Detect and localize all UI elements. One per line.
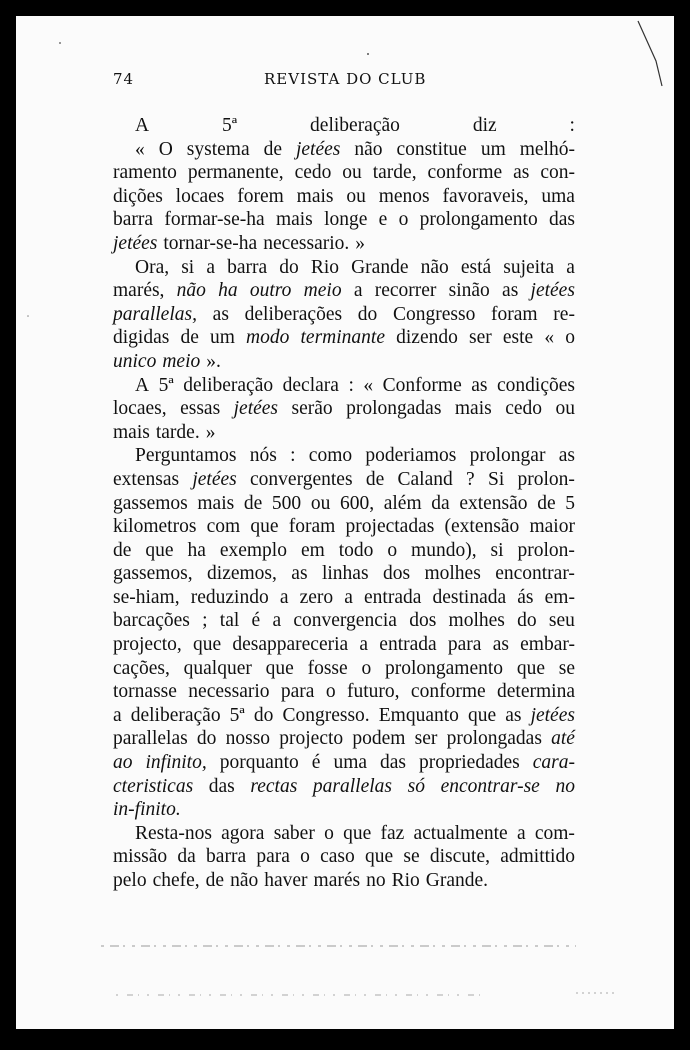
word: prolongar <box>469 445 546 467</box>
word: tarde, <box>372 162 417 184</box>
word: modo <box>246 327 290 349</box>
text-line <box>113 303 575 327</box>
word: a <box>113 704 122 726</box>
word: necessario. <box>263 232 350 254</box>
word: deliberações <box>244 303 343 325</box>
word: das <box>380 752 407 774</box>
word: embar- <box>520 634 575 656</box>
word: que <box>250 516 279 538</box>
word: cedo <box>294 162 332 184</box>
word: que <box>468 704 497 726</box>
word: Grande <box>351 256 409 278</box>
text-line <box>113 704 575 728</box>
word: ou <box>555 398 575 420</box>
word: ser <box>468 327 492 349</box>
word: barcações <box>113 610 190 632</box>
text-line <box>113 822 575 846</box>
word: uma <box>541 185 575 207</box>
word: não <box>420 256 449 278</box>
word: formar-se-ha <box>164 209 265 231</box>
word: declara <box>282 374 339 396</box>
text-line <box>113 727 575 751</box>
word: locaes, <box>113 398 167 420</box>
word: se <box>558 657 575 679</box>
word: jetées <box>113 232 158 254</box>
word: do <box>517 610 537 632</box>
word: mundo), <box>411 539 477 561</box>
word: a <box>516 822 526 844</box>
word: ha <box>218 280 238 302</box>
word: cações, <box>113 657 170 679</box>
word: com- <box>534 822 575 844</box>
text-line <box>113 869 575 893</box>
scanned-page <box>16 16 674 1029</box>
word: projecto, <box>113 634 182 656</box>
word: está <box>460 256 492 278</box>
word: in-finito. <box>113 799 181 821</box>
word: terminante <box>300 327 385 349</box>
word: da <box>177 846 196 868</box>
word: con- <box>540 162 575 184</box>
word: determina <box>497 681 575 703</box>
word: podem <box>352 728 406 750</box>
word: foram <box>288 516 336 538</box>
word: re- <box>553 303 575 325</box>
word: molhes <box>448 610 505 632</box>
word: convergentes <box>250 468 353 490</box>
word: rectas <box>250 775 298 797</box>
running-title: REVISTA DO CLUB <box>264 70 427 88</box>
word: entrada <box>379 634 437 656</box>
word: systema <box>186 138 250 160</box>
word: mais <box>454 398 492 420</box>
word: 5ª <box>222 115 238 136</box>
word: é <box>311 752 321 774</box>
word: agora <box>221 822 265 844</box>
word: as <box>502 280 519 302</box>
word: do <box>253 704 274 726</box>
word: parallelas, <box>113 303 197 325</box>
word: ou <box>342 162 362 184</box>
word: discute, <box>429 846 490 868</box>
word: deliberação <box>183 374 274 396</box>
word: saber <box>273 822 315 844</box>
word: a <box>272 610 282 632</box>
word: ». <box>206 350 221 372</box>
text-line <box>113 374 575 398</box>
word: « <box>544 327 555 349</box>
word: serão <box>291 398 333 420</box>
word: as <box>505 704 522 726</box>
word: pelo <box>113 870 147 891</box>
word: de <box>365 468 385 490</box>
word: linhas <box>321 563 369 585</box>
word: marés <box>313 870 361 891</box>
word: prolon- <box>517 539 575 561</box>
word: gassemos, <box>113 563 193 585</box>
word: si <box>490 539 504 561</box>
word: constitue <box>396 138 467 160</box>
word: não <box>176 280 206 302</box>
word: ? <box>466 468 475 490</box>
word: favoraveis, <box>442 185 529 207</box>
word: extensão <box>459 492 528 514</box>
word: diz <box>472 115 497 136</box>
word: que <box>365 846 394 868</box>
word: o <box>325 681 336 703</box>
word: parallelas <box>113 728 188 750</box>
word: » <box>355 232 366 254</box>
word: de <box>180 327 199 349</box>
word: e <box>378 209 388 231</box>
word: Ora, <box>135 256 170 278</box>
word: a <box>344 586 353 608</box>
word: as <box>558 445 575 467</box>
text-line <box>113 845 575 869</box>
word: longe <box>324 209 368 231</box>
word: projectadas <box>345 516 435 538</box>
word: encontrar-se <box>440 775 540 797</box>
word: o <box>324 822 334 844</box>
word: prolongamento <box>384 657 504 679</box>
word: no <box>366 870 386 891</box>
word: jetées <box>295 138 341 160</box>
word: entrada <box>364 586 422 608</box>
word: maior <box>529 516 575 538</box>
text-line <box>113 279 575 303</box>
text-line <box>113 232 575 256</box>
word: tornar-se-ha <box>163 232 258 254</box>
word: o <box>300 846 310 868</box>
word: : <box>348 374 354 396</box>
word: uma <box>333 752 368 774</box>
word: barra <box>206 846 247 868</box>
word: necessario <box>188 681 270 703</box>
text-line <box>113 138 575 162</box>
word: um <box>480 138 506 160</box>
word: meio <box>303 280 342 302</box>
word: deliberação <box>310 115 400 136</box>
page-header <box>16 66 674 94</box>
word: ás <box>517 586 534 608</box>
text-line <box>113 798 575 822</box>
word: que <box>192 634 222 656</box>
word: ao <box>113 752 133 774</box>
word: sinão <box>448 280 490 302</box>
word: dizendo <box>396 327 458 349</box>
word: deliberação <box>130 704 221 726</box>
word: kilometros <box>113 516 197 538</box>
word: prolongamento <box>419 209 538 231</box>
word: poderiamos <box>365 445 457 467</box>
word: Congresso. <box>282 704 370 726</box>
word: fosse <box>307 657 348 679</box>
word: em <box>300 539 325 561</box>
word: seu <box>548 610 575 632</box>
word: o <box>398 209 409 231</box>
word: todo <box>338 539 374 561</box>
word: actualmente <box>413 822 508 844</box>
word: as <box>291 563 308 585</box>
word: 600, <box>339 492 375 514</box>
word: encontrar- <box>495 563 575 585</box>
word: dições <box>113 185 163 207</box>
word: infinito, <box>145 752 207 774</box>
text-line <box>113 468 575 492</box>
word: destinada <box>432 586 507 608</box>
word: Rio <box>310 256 339 278</box>
word: ; <box>202 610 208 632</box>
word: com <box>206 516 241 538</box>
text-line <box>113 256 575 280</box>
word: do <box>196 728 217 750</box>
word: a <box>279 586 289 608</box>
word: missão <box>113 846 168 868</box>
word: Grande. <box>425 870 489 891</box>
word: 5ª <box>158 374 174 396</box>
word: que <box>516 657 545 679</box>
word: se-hiam, <box>113 586 180 608</box>
word: o <box>361 657 372 679</box>
word: conforme <box>410 681 486 703</box>
body-text <box>113 114 575 893</box>
word: mais <box>275 209 313 231</box>
word: jetées <box>192 468 237 490</box>
word: qualquer <box>183 657 252 679</box>
page-number: 74 <box>113 70 135 88</box>
word: a <box>206 256 215 278</box>
word: : <box>290 445 296 467</box>
text-line <box>113 326 575 350</box>
word: projecto <box>279 728 344 750</box>
word: jetées <box>530 704 575 726</box>
word: jetées <box>233 398 279 420</box>
word: conforme <box>427 162 503 184</box>
word: « <box>135 138 145 160</box>
word: Si <box>487 468 505 490</box>
word: nosso <box>225 728 271 750</box>
word: a <box>359 634 369 656</box>
word: dos <box>409 610 437 632</box>
word: este <box>502 327 534 349</box>
text-line <box>113 114 575 138</box>
word: caso <box>320 846 355 868</box>
word: ou <box>346 185 366 207</box>
word: : <box>569 115 575 136</box>
word: mais <box>197 492 235 514</box>
word: um <box>210 327 235 349</box>
text-line <box>113 161 575 185</box>
word: Caland <box>397 468 453 490</box>
text-line <box>113 539 575 563</box>
word: parallelas <box>312 775 393 797</box>
word: forem <box>237 185 284 207</box>
word: cedo <box>505 398 543 420</box>
word: tarde. <box>155 421 200 443</box>
word: marés, <box>113 280 165 302</box>
word: de <box>205 870 225 891</box>
word: além <box>383 492 422 514</box>
word: da <box>431 492 450 514</box>
word: do <box>279 256 299 278</box>
word: propriedades <box>419 752 520 774</box>
word: de <box>243 492 263 514</box>
word: foram <box>491 303 538 325</box>
word: cteristicas <box>113 775 194 797</box>
word: futuro, <box>347 681 400 703</box>
text-line <box>113 397 575 421</box>
word: se <box>403 846 420 868</box>
word: as <box>513 162 530 184</box>
word: barra <box>113 209 154 231</box>
word: admittido <box>500 846 575 868</box>
word: as <box>212 303 229 325</box>
word: menos <box>378 185 430 207</box>
word: 500 <box>271 492 302 514</box>
word: faz <box>380 822 405 844</box>
word: só <box>407 775 425 797</box>
word: unico <box>113 350 157 372</box>
text-line <box>113 350 575 374</box>
word: de <box>113 539 132 561</box>
text-line <box>113 751 575 775</box>
word: convergencia <box>293 610 397 632</box>
word: prolongadas <box>446 728 542 750</box>
word: para <box>447 634 482 656</box>
word: não <box>354 138 383 160</box>
word: molhes <box>424 563 481 585</box>
text-line <box>113 586 575 610</box>
word: mais <box>113 421 150 443</box>
word: extensas <box>113 468 180 490</box>
text-line <box>113 185 575 209</box>
word: nós <box>249 445 277 467</box>
word: haver <box>264 870 308 891</box>
word: si <box>181 256 195 278</box>
word: cara- <box>532 752 575 774</box>
text-line <box>113 562 575 586</box>
word: jetées <box>530 280 575 302</box>
word: o <box>565 327 575 349</box>
word: zero <box>299 586 334 608</box>
word: que <box>265 657 294 679</box>
word: em- <box>544 586 575 608</box>
word: como <box>308 445 353 467</box>
word: é <box>251 610 261 632</box>
word: a <box>353 280 363 302</box>
text-line <box>113 680 575 704</box>
text-line <box>113 633 575 657</box>
word: as <box>471 374 488 396</box>
word: ou <box>310 492 331 514</box>
word: desappareceria <box>232 634 349 656</box>
word: das <box>548 209 575 231</box>
word: chefe, <box>152 870 200 891</box>
text-line <box>113 657 575 681</box>
word: » <box>205 421 216 443</box>
word: prolon- <box>517 468 575 490</box>
word: reduzindo <box>190 586 269 608</box>
word: Rio <box>391 870 420 891</box>
text-line <box>113 775 575 799</box>
word: não <box>230 870 259 891</box>
word: Emquanto <box>378 704 459 726</box>
word: meio <box>162 350 201 372</box>
word: para <box>256 846 290 868</box>
word: « <box>363 374 374 396</box>
word: no <box>555 775 575 797</box>
word: permanente, <box>187 162 284 184</box>
word: A <box>135 374 150 396</box>
text-line <box>113 444 575 468</box>
word: ramento <box>113 162 177 184</box>
word: que <box>145 539 174 561</box>
word: do <box>357 303 378 325</box>
word: barra <box>227 256 268 278</box>
word: condições <box>497 374 575 396</box>
word: (extensão <box>444 516 520 538</box>
word: a <box>566 256 575 278</box>
word: as <box>492 634 509 656</box>
word: de <box>263 138 282 160</box>
word: ser <box>414 728 438 750</box>
word: dizemos, <box>207 563 277 585</box>
word: até <box>551 728 575 750</box>
word: porquanto <box>219 752 299 774</box>
word: Conforme <box>382 374 462 396</box>
word: recorrer <box>374 280 437 302</box>
word: exemplo <box>219 539 287 561</box>
word: tal <box>219 610 240 632</box>
word: de <box>537 492 556 514</box>
text-line <box>113 609 575 633</box>
word: o <box>387 539 398 561</box>
word: Perguntamos <box>135 445 237 467</box>
word: gassemos <box>113 492 188 514</box>
text-line <box>113 421 575 445</box>
word: mais <box>296 185 334 207</box>
word: 5ª <box>229 704 245 726</box>
word: O <box>158 138 173 160</box>
word: que <box>343 822 372 844</box>
text-line <box>113 208 575 232</box>
word: das <box>208 775 235 797</box>
word: A <box>135 115 150 136</box>
text-line <box>113 492 575 516</box>
word: sujeita <box>503 256 555 278</box>
word: Congresso <box>392 303 476 325</box>
word: prolongadas <box>346 398 442 420</box>
word: locaes <box>175 185 225 207</box>
text-line <box>113 515 575 539</box>
word: dos <box>382 563 411 585</box>
word: essas <box>180 398 221 420</box>
word: outro <box>249 280 292 302</box>
word: 5 <box>565 492 575 514</box>
word: tornasse <box>113 681 177 703</box>
word: Resta-nos <box>135 822 212 844</box>
word: para <box>280 681 315 703</box>
word: digidas <box>113 327 170 349</box>
word: melhó- <box>519 138 575 160</box>
word: ha <box>187 539 206 561</box>
